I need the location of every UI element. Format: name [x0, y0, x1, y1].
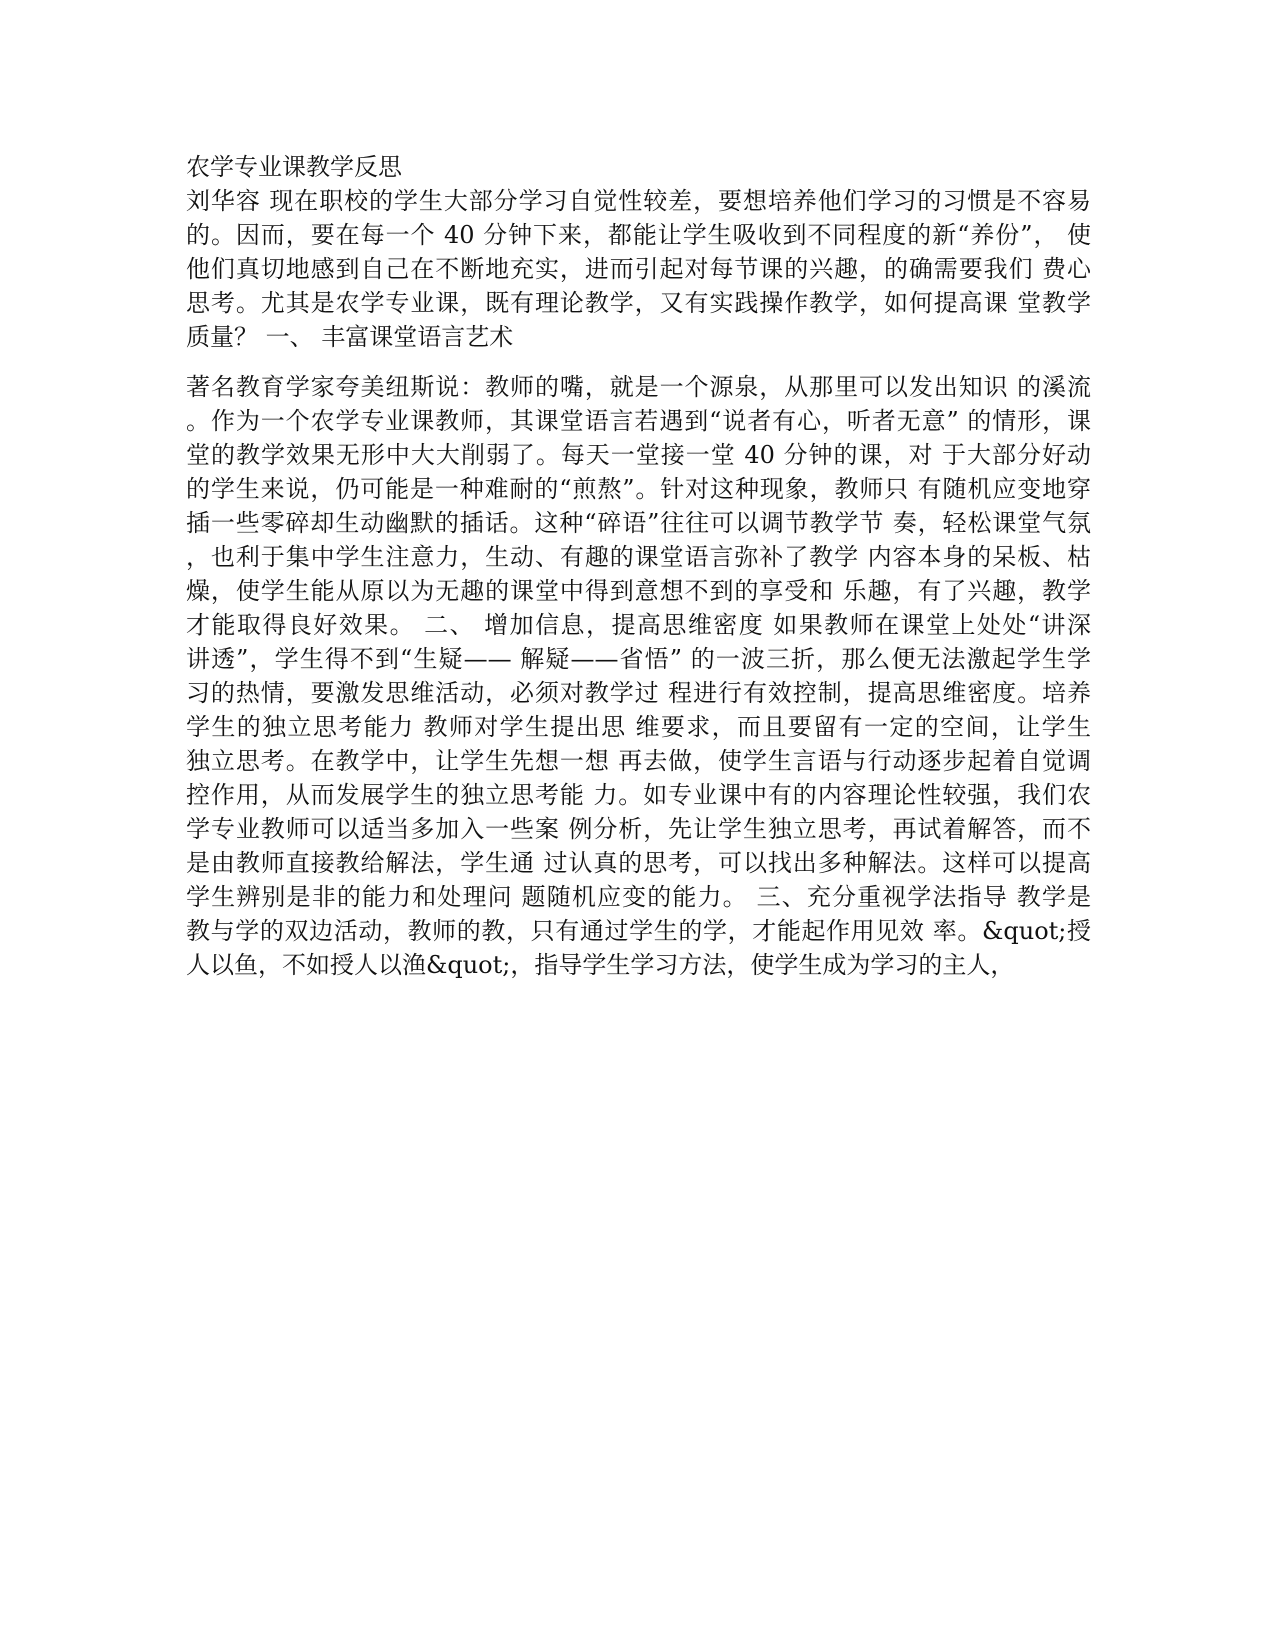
- text-line: 的。因而，要在每一个 40 分钟下来，都能让学生吸收到不同程度的新“养份”， 使: [186, 221, 1091, 249]
- text-line: 讲透”，学生得不到“生疑—— 解疑——省悟” 的一波三折，那么便无法激起学生学: [186, 645, 1091, 673]
- text-line: 堂的教学效果无形中大大削弱了。每天一堂接一堂 40 分钟的课，对 于大部分好动: [186, 441, 1091, 469]
- text-line: 。作为一个农学专业课教师，其课堂语言若遇到“说者有心，听者无意” 的情形，课: [186, 407, 1091, 435]
- text-line: 燥，使学生能从原以为无趣的课堂中得到意想不到的享受和 乐趣，有了兴趣，教学: [186, 577, 1091, 605]
- text-line: 的学生来说，仍可能是一种难耐的“煎熬”。针对这种现象，教师只 有随机应变地穿: [186, 475, 1091, 503]
- text-line: ，也利于集中学生注意力，生动、有趣的课堂语言弥补了教学 内容本身的呆板、枯: [186, 543, 1091, 571]
- text-line: 质量？ 一、 丰富课堂语言艺术: [186, 323, 514, 351]
- text-line: 是由教师直接教给解法，学生通 过认真的思考，可以找出多种解法。这样可以提高: [186, 849, 1091, 877]
- document-title: 农学专业课教学反思: [186, 153, 402, 181]
- text-line: 他们真切地感到自己在不断地充实，进而引起对每节课的兴趣，的确需要我们 费心: [186, 255, 1091, 283]
- text-line: 才能取得良好效果。 二、 增加信息，提高思维密度 如果教师在课堂上处处“讲深: [186, 611, 1091, 639]
- body-paragraph: [186, 370, 1091, 982]
- text-line: 著名教育学家夸美纽斯说：教师的嘴，就是一个源泉，从那里可以发出知识 的溪流: [186, 373, 1091, 401]
- text-line: 学生辨别是非的能力和处理问 题随机应变的能力。 三、充分重视学法指导 教学是: [186, 883, 1091, 911]
- text-line: 独立思考。在教学中，让学生先想一想 再去做，使学生言语与行动逐步起着自觉调: [186, 747, 1091, 775]
- text-line: 人以鱼，不如授人以渔&quot;，指导学生学习方法，使学生成为学习的主人，: [186, 951, 1015, 979]
- text-line: 教与学的双边活动，教师的教，只有通过学生的学，才能起作用见效 率。&quot;授: [186, 917, 1091, 945]
- intro-paragraph: [186, 150, 1091, 354]
- text-line: 插一些零碎却生动幽默的插话。这种“碎语”往往可以调节教学节 奏，轻松课堂气氛: [186, 509, 1091, 537]
- text-line: 思考。尤其是农学专业课，既有理论教学，又有实践操作教学，如何提高课 堂教学: [186, 289, 1091, 317]
- text-line: 控作用，从而发展学生的独立思考能 力。如专业课中有的内容理论性较强，我们农: [186, 781, 1091, 809]
- text-line: 刘华容 现在职校的学生大部分学习自觉性较差，要想培养他们学习的习惯是不容易: [186, 187, 1091, 215]
- text-line: 习的热情，要激发思维活动，必须对教学过 程进行有效控制，提高思维密度。培养: [186, 679, 1091, 707]
- text-line: 学生的独立思考能力 教师对学生提出思 维要求，而且要留有一定的空间，让学生: [186, 713, 1091, 741]
- text-line: 学专业教师可以适当多加入一些案 例分析，先让学生独立思考，再试着解答，而不: [186, 815, 1091, 843]
